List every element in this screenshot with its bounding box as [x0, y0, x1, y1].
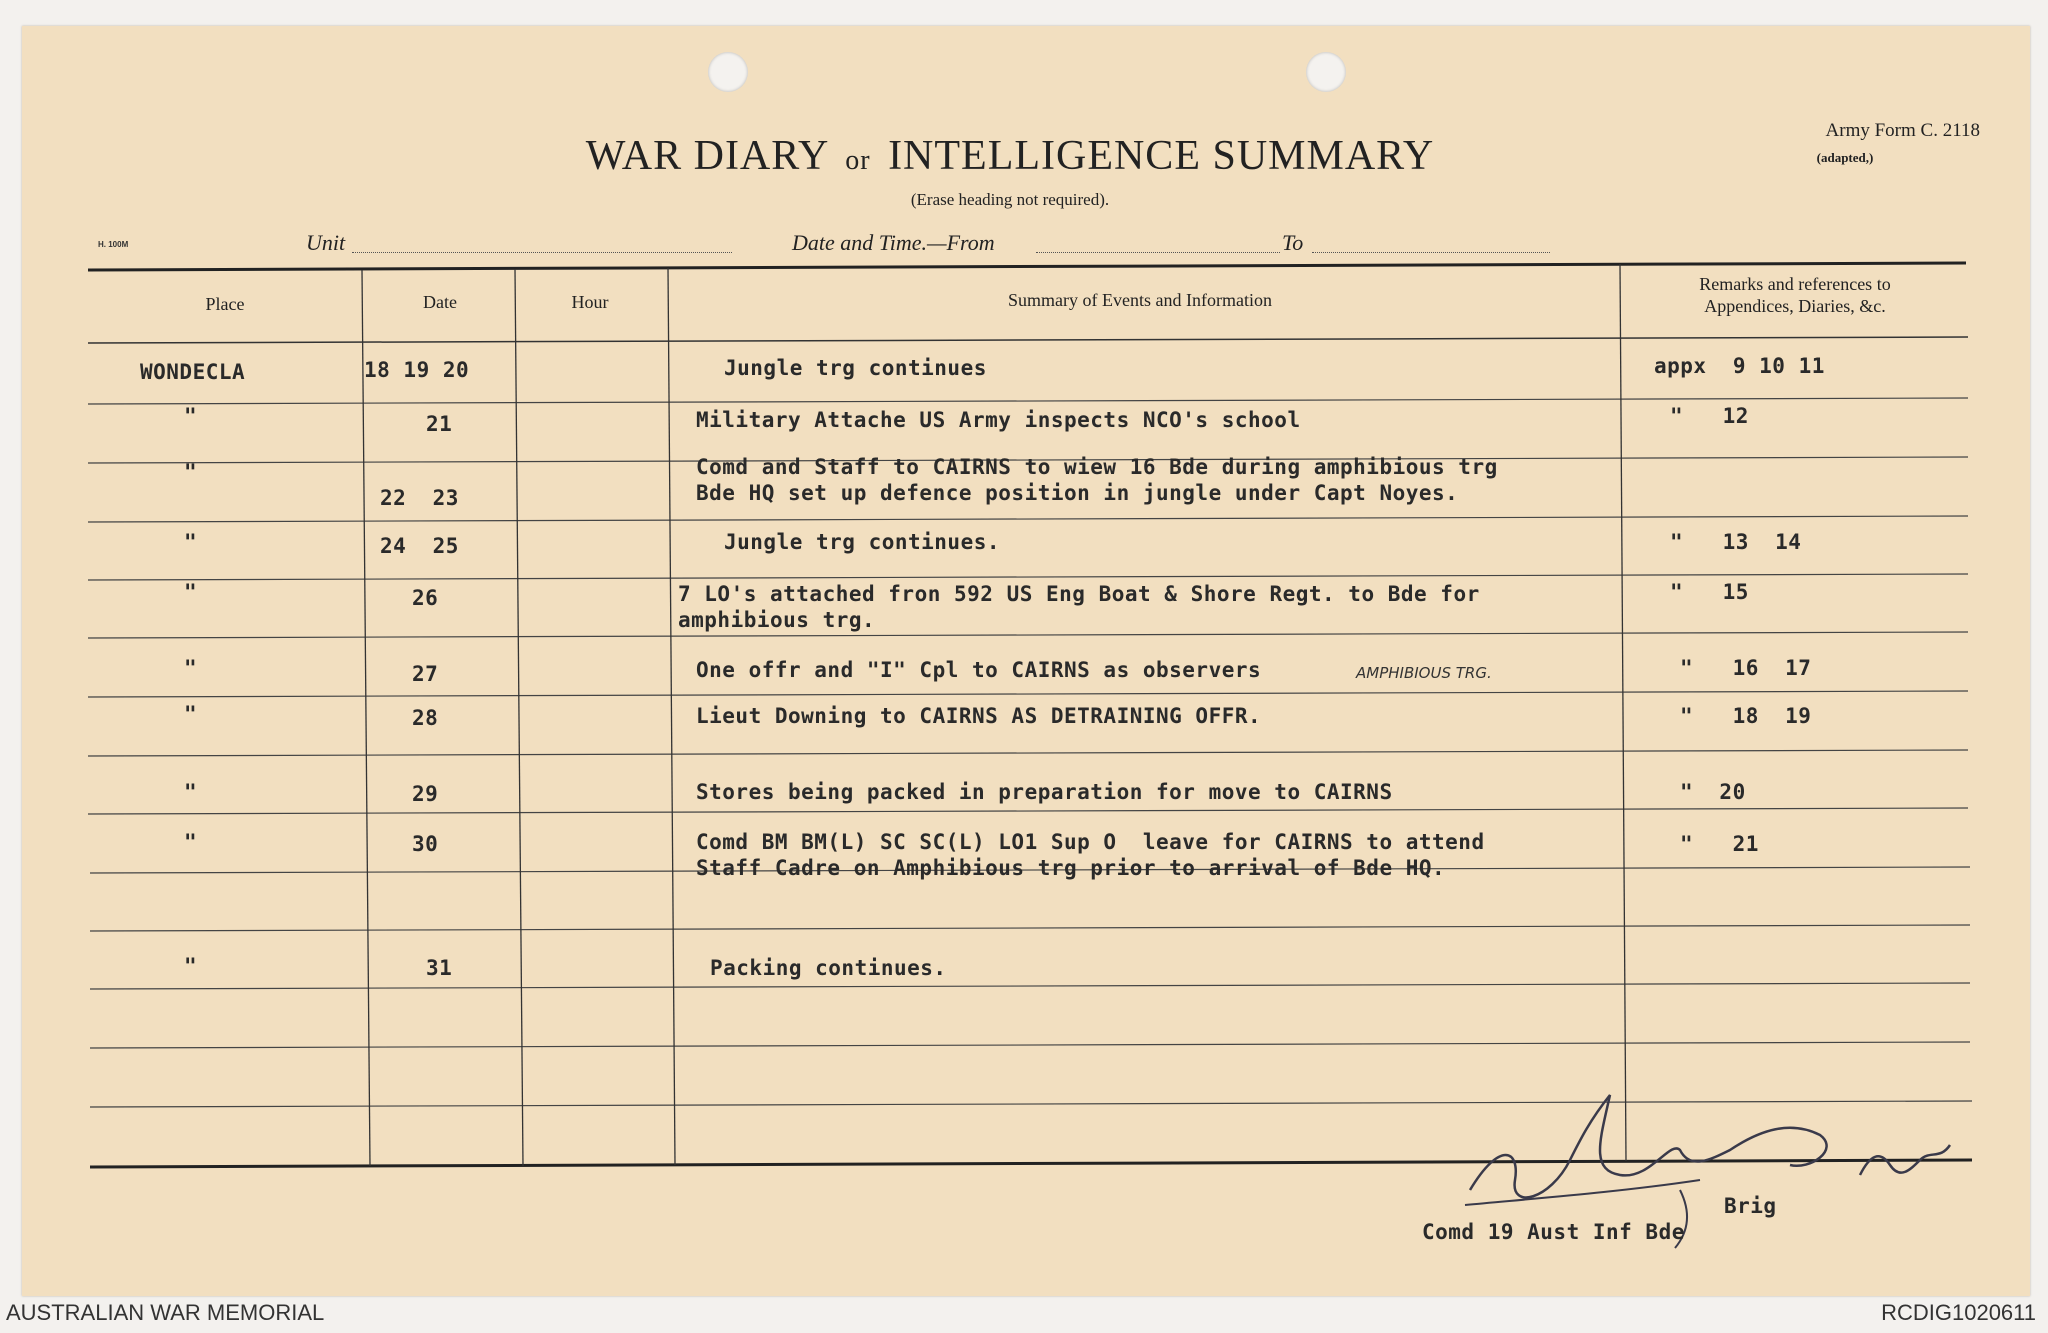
- row-place: ": [184, 780, 198, 804]
- to-label: To: [1282, 230, 1304, 255]
- army-form-adapted: (adapted,): [1816, 150, 1874, 165]
- column-header-remarks: Remarks and references to: [1699, 274, 1891, 294]
- army-form-number: Army Form C. 2118: [1825, 120, 1980, 141]
- row-date: 27: [412, 662, 439, 686]
- row-place: ": [184, 404, 198, 428]
- row-summary: Jungle trg continues: [724, 356, 987, 380]
- row-remarks: " 15: [1670, 580, 1749, 604]
- row-date: 24 25: [380, 534, 459, 558]
- date-time-label: Date and Time.—From: [792, 230, 995, 255]
- row-summary: Lieut Downing to CAIRNS AS DETRAINING OFFR.: [696, 704, 1262, 728]
- row-date: 22 23: [380, 486, 459, 510]
- row-summary: Packing continues.: [710, 956, 947, 980]
- row-place: WONDECLA: [140, 360, 246, 384]
- signature-title: Comd 19 Aust Inf Bde: [1422, 1220, 1685, 1244]
- column-header-appendices: Appendices, Diaries, &c.: [1704, 296, 1886, 316]
- footer-source: AUSTRALIAN WAR MEMORIAL: [6, 1300, 325, 1325]
- row-summary: Jungle trg continues.: [724, 530, 1001, 554]
- row-remarks: appx 9 10 11: [1654, 354, 1825, 378]
- row-summary: Staff Cadre on Amphibious trg prior to arrival of Bde HQ.: [696, 856, 1446, 880]
- row-date: 29: [412, 782, 439, 806]
- column-header-place: Place: [205, 294, 245, 314]
- row-summary: amphibious trg.: [678, 608, 876, 632]
- row-place: ": [184, 580, 198, 604]
- row-date: 18 19 20: [364, 358, 470, 382]
- unit-label: Unit: [306, 230, 346, 255]
- row-remarks: " 21: [1680, 832, 1759, 856]
- row-summary: One offr and "I" Cpl to CAIRNS as observers: [696, 658, 1262, 682]
- column-header-date: Date: [423, 292, 457, 312]
- row-place: ": [184, 460, 198, 484]
- form-code: H. 100M: [98, 240, 129, 249]
- page-title: WAR DIARY or INTELLIGENCE SUMMARY: [585, 133, 1435, 179]
- row-remarks: " 20: [1680, 780, 1746, 804]
- row-remarks: " 16 17: [1680, 656, 1812, 680]
- handwritten-note: AMPHIBIOUS TRG.: [1356, 664, 1492, 682]
- column-header-summary: Summary of Events and Information: [1008, 290, 1272, 310]
- row-date: 26: [412, 586, 439, 610]
- row-place: ": [184, 830, 198, 854]
- row-remarks: " 18 19: [1680, 704, 1812, 728]
- row-summary: Stores being packed in preparation for move to CAIRNS: [696, 780, 1393, 804]
- row-place: ": [184, 530, 198, 554]
- row-summary: Bde HQ set up defence position in jungle under Capt Noyes.: [696, 481, 1459, 505]
- row-place: ": [184, 954, 198, 978]
- row-summary: Comd and Staff to CAIRNS to wiew 16 Bde during amphibious trg: [696, 455, 1498, 479]
- signature-rank: Brig: [1724, 1194, 1777, 1218]
- row-summary: Comd BM BM(L) SC SC(L) LO1 Sup O leave for CAIRNS to attend: [696, 830, 1485, 854]
- erase-note: (Erase heading not required).: [910, 190, 1110, 209]
- row-date: 21: [426, 412, 453, 436]
- row-date: 28: [412, 706, 439, 730]
- row-summary: Military Attache US Army inspects NCO's school: [696, 408, 1301, 432]
- footer-id: RCDIG1020611: [1881, 1300, 2036, 1325]
- row-remarks: " 12: [1670, 404, 1749, 428]
- column-header-hour: Hour: [571, 292, 609, 312]
- row-date: 31: [426, 956, 453, 980]
- row-remarks: " 13 14: [1670, 530, 1802, 554]
- row-place: ": [184, 702, 198, 726]
- row-date: 30: [412, 832, 439, 856]
- row-summary: 7 LO's attached fron 592 US Eng Boat & Shore Regt. to Bde for: [678, 582, 1480, 606]
- row-place: ": [184, 656, 198, 680]
